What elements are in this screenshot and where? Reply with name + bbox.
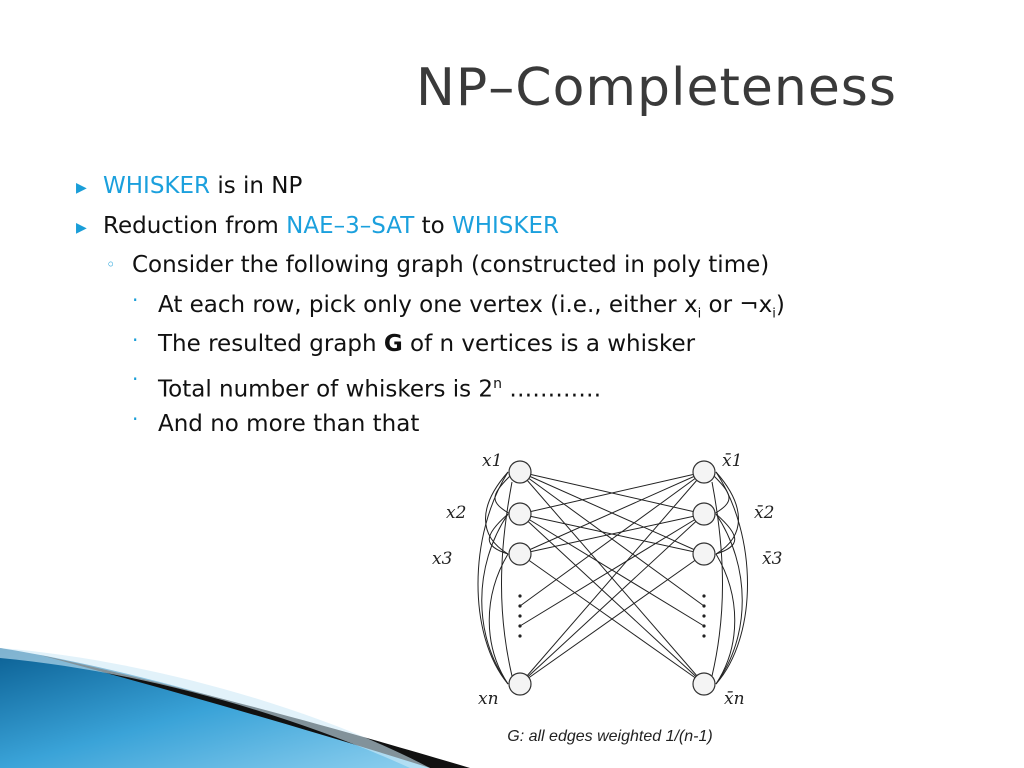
bullet-dot-icon: · xyxy=(132,328,139,352)
bullet-text: Reduction from xyxy=(103,213,287,239)
bullet-circle-icon: ◦ xyxy=(106,255,116,274)
bullet-consider-graph: Consider the following graph (constructed in poly time) xyxy=(132,252,770,278)
figure-caption: G: all edges weighted 1/(n-1) xyxy=(507,728,713,745)
term-whisker: WHISKER xyxy=(103,173,211,199)
bullet-arrow-icon: ▶ xyxy=(76,180,87,196)
label-x3-bar: x̄3 xyxy=(762,549,783,569)
bullet-text: of n vertices is a whisker xyxy=(402,331,696,357)
bullet-text: to xyxy=(414,213,452,239)
node-x2 xyxy=(509,503,531,525)
bullet-text: Total number of whiskers is 2 xyxy=(158,376,494,403)
bullet-no-more: And no more than that xyxy=(158,411,420,437)
node-x1 xyxy=(509,461,531,483)
subscript-i: i xyxy=(772,306,776,322)
label-x3: x3 xyxy=(432,549,453,569)
bullet-text: or ¬x xyxy=(701,292,773,318)
label-xn: xn xyxy=(478,689,499,709)
node-x2-bar xyxy=(693,503,715,525)
node-x1-bar xyxy=(693,461,715,483)
node-xn-bar xyxy=(693,673,715,695)
label-x1-bar: x̄1 xyxy=(722,451,743,471)
term-nae-3-sat: NAE–3–SAT xyxy=(286,213,415,239)
bullet-text: ) xyxy=(775,292,785,318)
bullet-dot-icon: · xyxy=(132,288,139,312)
bullet-resulted-graph xyxy=(158,330,695,358)
node-x3 xyxy=(509,543,531,565)
vertical-ellipsis xyxy=(518,594,705,637)
bullet-text: is in NP xyxy=(210,173,303,199)
bullet-dot-icon: · xyxy=(132,407,139,431)
bullet-arrow-icon: ▶ xyxy=(76,220,87,236)
bullet-pick-vertex xyxy=(158,291,785,329)
bullet-text: ………… xyxy=(501,376,602,403)
subscript-i: i xyxy=(697,306,702,322)
label-xn-bar: x̄n xyxy=(724,689,745,709)
bullet-text: At each row, pick only one vertex (i.e., either x xyxy=(158,292,698,318)
label-x1: x1 xyxy=(482,451,503,471)
whisker-graph-figure xyxy=(428,446,792,752)
label-x2: x2 xyxy=(446,503,467,523)
bullet-dot-icon: · xyxy=(132,367,139,391)
term-whisker: WHISKER xyxy=(451,213,559,239)
label-x2-bar: x̄2 xyxy=(754,503,775,523)
slide-title: NP–Completeness xyxy=(416,58,897,118)
bullet-text: The resulted graph xyxy=(158,331,384,357)
bullet-whisker-in-np xyxy=(103,172,302,200)
node-x3-bar xyxy=(693,543,715,565)
graph-symbol-g: G xyxy=(383,331,403,357)
bullet-reduction xyxy=(103,212,559,240)
superscript-n: n xyxy=(493,376,502,392)
bipartite-graph xyxy=(428,446,792,736)
node-xn xyxy=(509,673,531,695)
bullet-total-whiskers xyxy=(158,370,601,404)
